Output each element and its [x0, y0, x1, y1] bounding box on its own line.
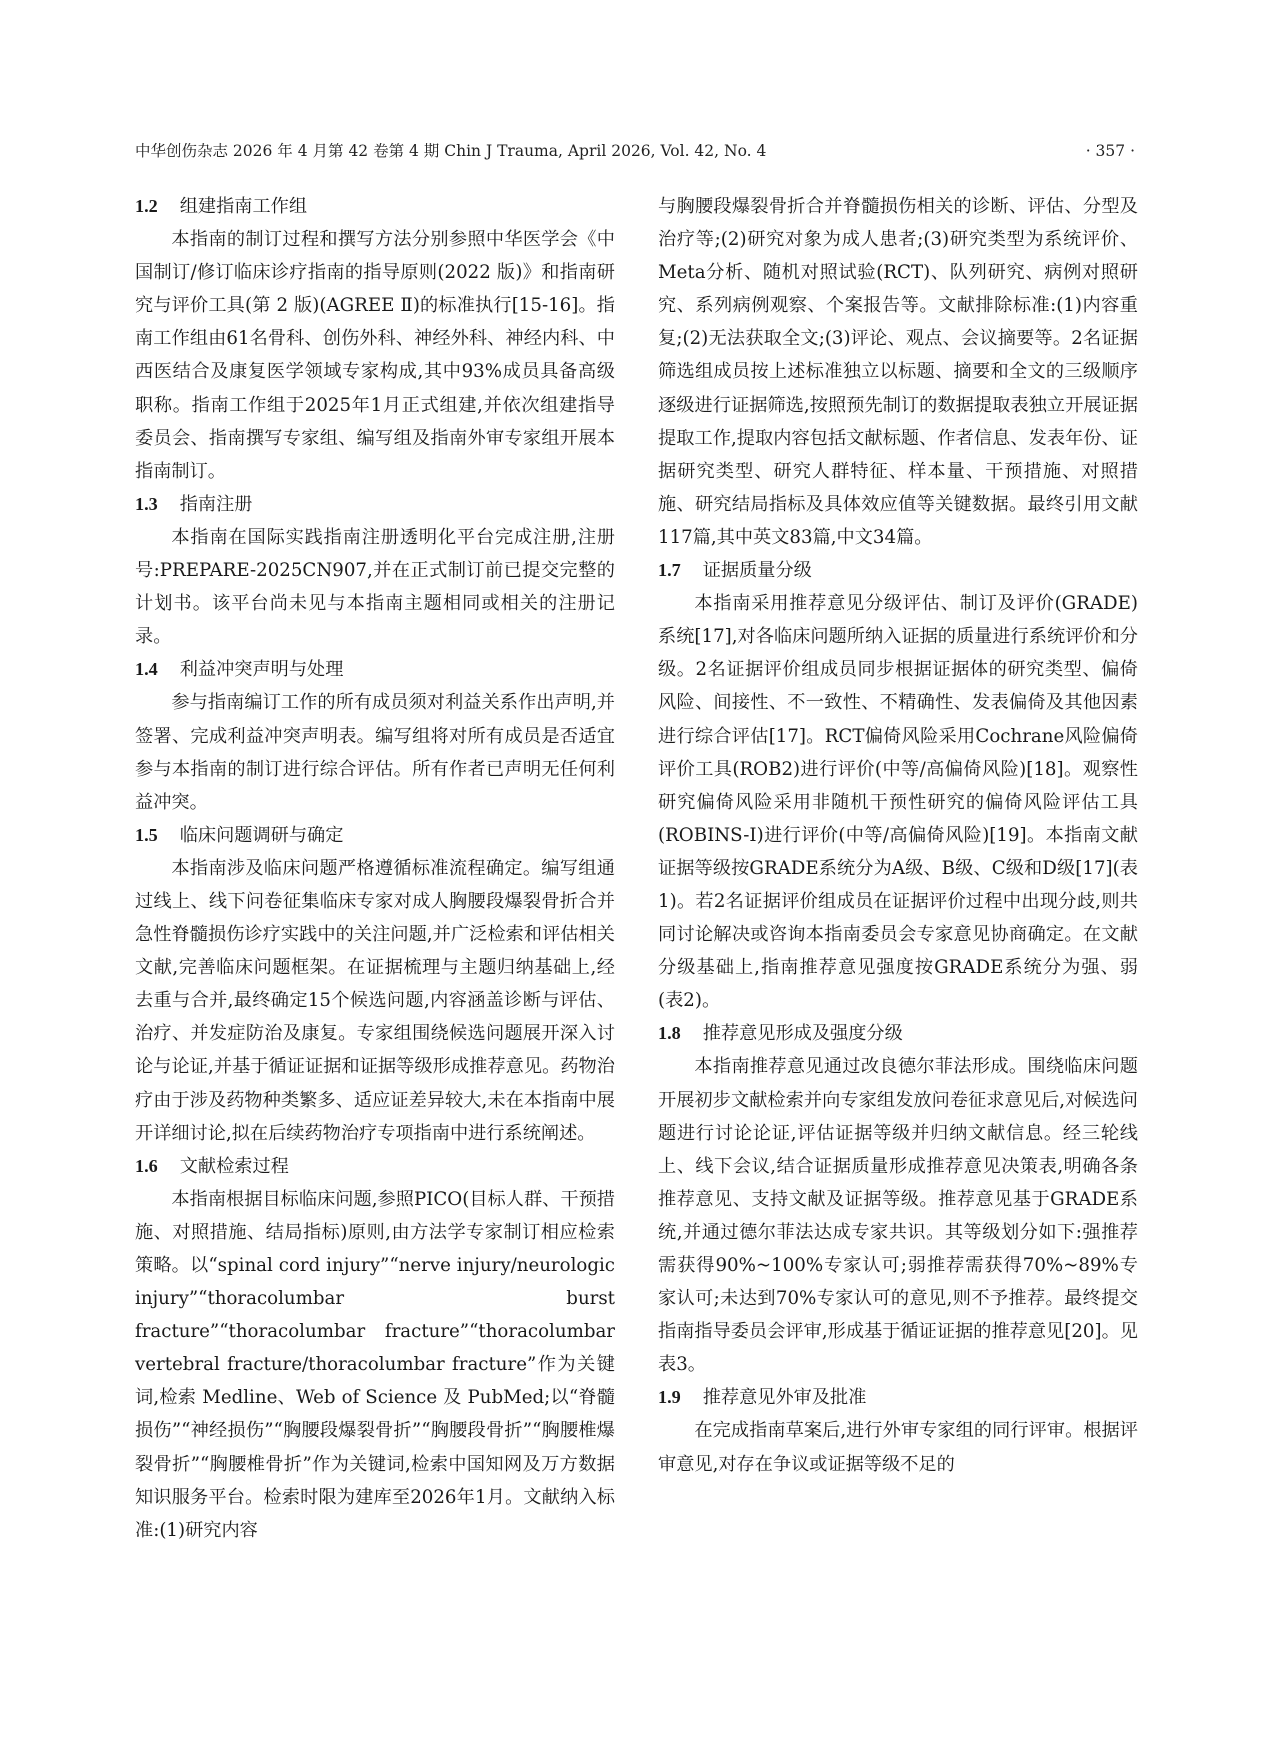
running-header — [135, 138, 1135, 164]
section-number: 1.9 — [658, 1387, 681, 1408]
section-title: 文献检索过程 — [179, 1155, 289, 1177]
paragraph-1-4: 参与指南编订工作的所有成员须对利益关系作出声明,并签署、完成利益冲突声明表。编写组将对所有成员是否适宜参与本指南的制订进行综合评估。所有作者已声明无任何利益冲突。 — [135, 692, 615, 813]
section-heading-1-5 — [135, 819, 615, 852]
section-number: 1.3 — [135, 493, 158, 514]
section-heading-1-8 — [658, 1017, 1138, 1050]
section-title: 临床问题调研与确定 — [179, 824, 344, 846]
paragraph-1-6: 本指南根据目标临床问题,参照PICO(目标人群、干预措施、对照措施、结局指标)原则,由方法学专家制订相应检索策略。以“spinal cord injury”“nerve injury/neurologic injury”“thoracolumbar burst fracture”“thoracolumbar fracture”“thoracolumbar vertebral fracture/thoracolumbar fracture”作为关键词,检索 Medline、Web of Science 及 PubMed;以“脊髓损伤”“神经损伤”“胸腰段爆裂骨折”“胸腰段骨折”“胸腰椎爆裂骨折”“胸腰椎骨折”作为关键词,检索中国知网及万方数据知识服务平台。检索时限为建库至2026年1月。文献纳入标准:(1)研究内容 — [135, 1188, 615, 1541]
section-title: 利益冲突声明与处理 — [179, 659, 344, 681]
section-heading-1-7 — [658, 554, 1138, 587]
section-heading-1-6 — [135, 1150, 615, 1183]
section-number: 1.8 — [658, 1023, 681, 1044]
section-number: 1.5 — [135, 824, 158, 845]
section-number: 1.7 — [658, 560, 681, 581]
paragraph-1-9: 在完成指南草案后,进行外审专家组的同行评审。根据评审意见,对存在争议或证据等级不足的 — [658, 1420, 1138, 1475]
section-number: 1.2 — [135, 196, 158, 216]
paragraph-1-5: 本指南涉及临床问题严格遵循标准流程确定。编写组通过线上、线下问卷征集临床专家对成人胸腰段爆裂骨折合并急性脊髓损伤诊疗实践中的关注问题,并广泛检索和评估相关文献,完善临床问题框架。在证据梳理与主题归纳基础上,经去重与合并,最终确定15个候选问题,内容涵盖诊断与评估、治疗、并发症防治及康复。专家组围绕候选问题展开深入讨论与论证,并基于循证证据和证据等级形成推荐意见。药物治疗由于涉及药物种类繁多、适应证差异较大,未在本指南中展开详细讨论,拟在后续药物治疗专项指南中进行系统阐述。 — [135, 857, 615, 1144]
section-heading-1-3 — [135, 488, 615, 521]
paragraph-1-6-continued: 与胸腰段爆裂骨折合并脊髓损伤相关的诊断、评估、分型及治疗等;(2)研究对象为成人患者;(3)研究类型为系统评价、Meta分析、随机对照试验(RCT)、队列研究、病例对照研究、系列病例观察、个案报告等。文献排除标准:(1)内容重复;(2)无法获取全文;(3)评论、观点、会议摘要等。2名证据筛选组成员按上述标准独立以标题、摘要和全文的三级顺序逐级进行证据筛选,按照预先制订的数据提取表独立开展证据提取工作,提取内容包括文献标题、作者信息、发表年份、证据研究类型、研究人群特征、样本量、干预措施、对照措施、研究结局指标及具体效应值等关键数据。最终引用文献117篇,其中英文83篇,中文34篇。 — [658, 196, 1138, 548]
section-title: 证据质量分级 — [702, 560, 812, 582]
page-number: · 357 · — [1085, 142, 1135, 160]
paragraph-1-2: 本指南的制订过程和撰写方法分别参照中华医学会《中国制订/修订临床诊疗指南的指导原则(2022 版)》和指南研究与评价工具(第 2 版)(AGREE Ⅱ)的标准执行[15-16]。指南工作组由61名骨科、创伤外科、神经外科、神经内科、中西医结合及康复医学领域专家构成,其中93%成员具备高级职称。指南工作组于2025年1月正式组建,并依次组建指导委员会、指南撰写专家组、编写组及指南外审专家组开展本指南制订。 — [135, 229, 615, 482]
section-heading-1-2 — [135, 190, 615, 223]
paragraph-1-7: 本指南采用推荐意见分级评估、制订及评价(GRADE)系统[17],对各临床问题所纳入证据的质量进行系统评价和分级。2名证据评价组成员同步根据证据体的研究类型、偏倚风险、间接性、不一致性、不精确性、发表偏倚及其他因素进行综合评估[17]。RCT偏倚风险采用Cochrane风险偏倚评价工具(ROB2)进行评价(中等/高偏倚风险)[18]。观察性研究偏倚风险采用非随机干预性研究的偏倚风险评估工具(ROBINS-I)进行评价(中等/高偏倚风险)[19]。本指南文献证据等级按GRADE系统分为A级、B级、C级和D级[17](表1)。若2名证据评价组成员在证据评价过程中出现分歧,则共同讨论解决或咨询本指南委员会专家意见协商确定。在文献分级基础上,指南推荐意见强度按GRADE系统分为强、弱(表2)。 — [658, 593, 1138, 1012]
section-number: 1.4 — [135, 659, 158, 680]
right-column — [658, 190, 1138, 1481]
journal-citation: 中华创伤杂志 2026 年 4 月第 42 卷第 4 期 Chin J Trauma, April 2026, Vol. 42, No. 4 — [135, 142, 767, 160]
left-column — [135, 190, 615, 1547]
section-heading-1-9 — [658, 1381, 1138, 1414]
section-number: 1.6 — [135, 1155, 158, 1176]
section-heading-1-4 — [135, 653, 615, 686]
section-title: 推荐意见形成及强度分级 — [702, 1023, 903, 1045]
paragraph-1-3: 本指南在国际实践指南注册透明化平台完成注册,注册号:PREPARE-2025CN907,并在正式制订前已提交完整的计划书。该平台尚未见与本指南主题相同或相关的注册记录。 — [135, 526, 615, 648]
section-title: 组建指南工作组 — [179, 196, 308, 217]
paragraph-1-8: 本指南推荐意见通过改良德尔菲法形成。围绕临床问题开展初步文献检索并向专家组发放问卷征求意见后,对候选问题进行讨论论证,评估证据等级并归纳文献信息。经三轮线上、线下会议,结合证据质量形成推荐意见决策表,明确各条推荐意见、支持文献及证据等级。推荐意见基于GRADE系统,并通过德尔菲法达成专家共识。其等级划分如下:强推荐需获得90%~100%专家认可;弱推荐需获得70%~89%专家认可;未达到70%专家认可的意见,则不予推荐。最终提交指南指导委员会评审,形成基于循证证据的推荐意见[20]。见表3。 — [658, 1056, 1138, 1376]
section-title: 指南注册 — [179, 493, 253, 515]
section-title: 推荐意见外审及批准 — [702, 1387, 867, 1409]
